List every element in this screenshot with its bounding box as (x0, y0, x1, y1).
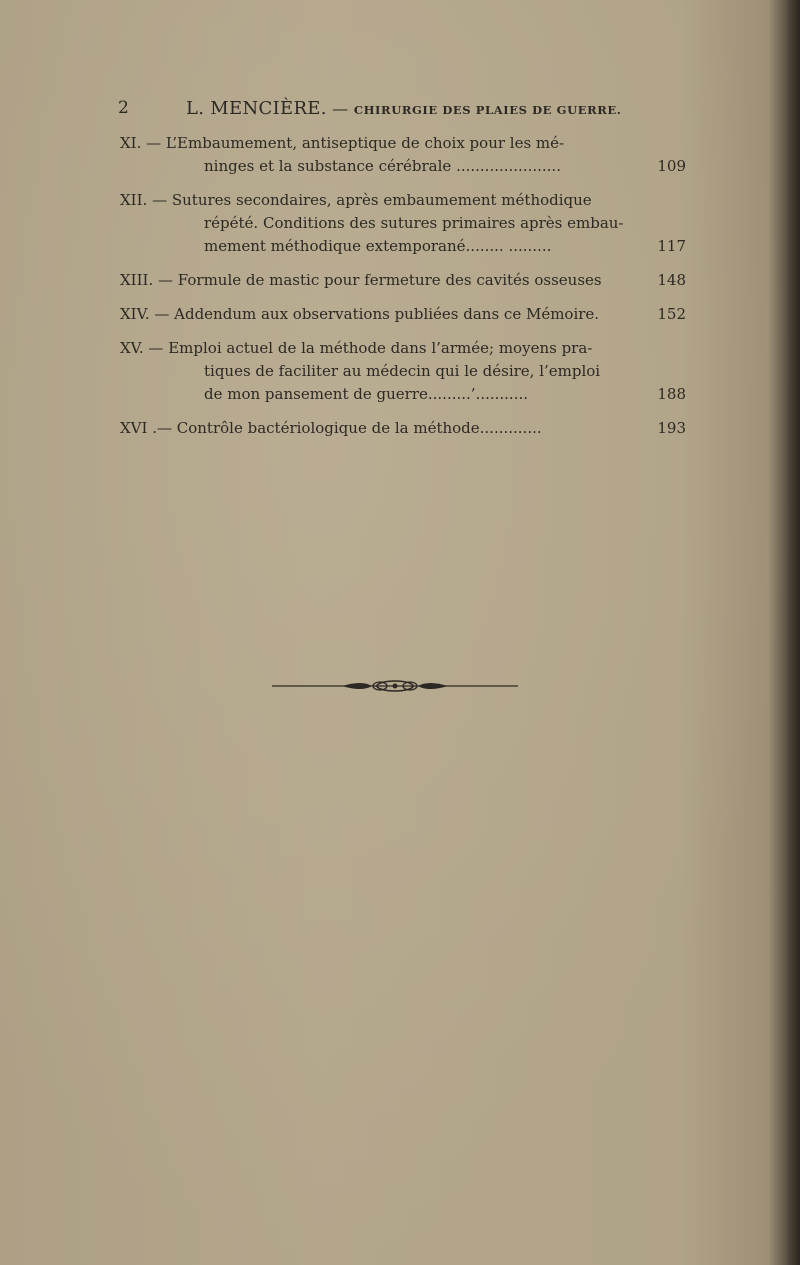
chapter-title-line: Addendum aux observations publiées dans ce Mémoire. (174, 305, 600, 323)
page-spine-shadow (786, 0, 800, 1265)
author-name: L. MENCIÈRE. (186, 98, 327, 119)
chapter-page: 148 (657, 271, 686, 289)
toc-entry-xii (120, 189, 686, 258)
toc-entry-xiv (120, 303, 686, 326)
chapter-page: 188 (657, 385, 686, 403)
chapter-title-line: de mon pansement de guerre.........’........... (204, 385, 529, 403)
page-number: 2 (118, 98, 130, 118)
chapter-number: XIII. — (120, 271, 173, 289)
chapter-title-line: Contrôle bactériologique de la méthode............. (176, 419, 542, 437)
chapter-number: XII. — (120, 191, 168, 209)
chapter-title-line: mement méthodique extemporané........ ......... (204, 237, 552, 255)
toc-entry-xvi (120, 417, 686, 440)
ornament-divider-icon (272, 676, 518, 696)
toc-entry-line (120, 337, 686, 360)
toc-entry-line (120, 303, 686, 326)
chapter-number: XI. — (120, 134, 162, 152)
chapter-title-line: tiques de faciliter au médecin qui le désire, l’emploi (204, 362, 601, 380)
chapter-page: 193 (657, 419, 686, 437)
toc-entry-xiii (120, 269, 686, 292)
toc-entry-line (120, 189, 686, 212)
chapter-number: XIV. — (120, 305, 170, 323)
chapter-title-line: L’Embaumement, antiseptique de choix pour les mé- (165, 134, 565, 152)
toc-entry-xv (120, 337, 686, 406)
chapter-number: XVI .— (120, 419, 172, 437)
toc-entry-line (120, 269, 686, 292)
toc-entry-line (120, 417, 686, 440)
header-separator: — (326, 99, 354, 118)
toc-entry-line (120, 132, 686, 155)
toc-entry-xi (120, 132, 686, 178)
chapter-page: 152 (657, 305, 686, 323)
chapter-page: 117 (657, 237, 686, 255)
chapter-page: 109 (657, 157, 686, 175)
running-title (186, 98, 621, 119)
chapter-title-line: Sutures secondaires, après embaumement méthodique (171, 191, 592, 209)
chapter-number: XV. — (120, 339, 164, 357)
chapter-title-line: Formule de mastic pour fermeture des cavités osseuses (177, 271, 602, 289)
chapter-title-line: Emploi actuel de la méthode dans l’armée; moyens pra- (168, 339, 593, 357)
chapter-title-line: répété. Conditions des sutures primaires après embau- (204, 214, 624, 232)
book-subject: CHIRURGIE DES PLAIES DE GUERRE. (353, 103, 622, 117)
chapter-title-line: ninges et la substance cérébrale ...................... (204, 157, 561, 175)
table-of-contents (120, 132, 686, 451)
running-header (118, 98, 638, 120)
